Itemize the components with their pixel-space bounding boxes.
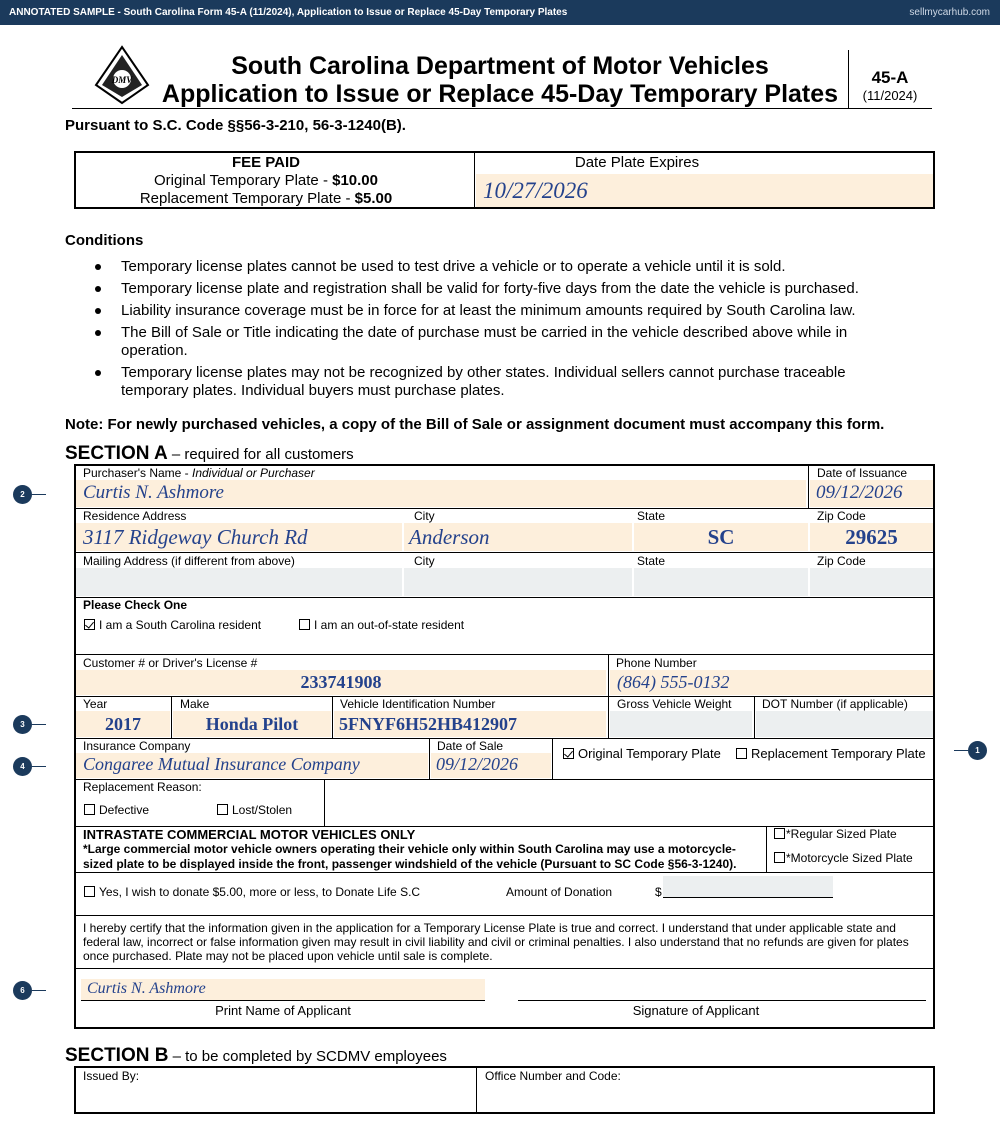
annotation-line	[32, 766, 46, 767]
row-divider	[429, 739, 430, 779]
intrastate-text: *Large commercial motor vehicle owners operating their vehicle only within South Carolina may use a motorcycle-sized plate to be displayed inside the front, passenger windshield of the vehicle (Pursuant to SC Code §56-3-1240).	[83, 842, 737, 871]
row-divider	[808, 465, 809, 508]
condition-item: The Bill of Sale or Title indicating the date of purchase must be carried in the vehicle described above while in operation.	[65, 324, 905, 360]
row-divider	[754, 697, 755, 738]
insurance-label: Insurance Company	[83, 739, 191, 753]
annotation-marker: 3	[13, 715, 32, 734]
sale-date-label: Date of Sale	[437, 739, 504, 753]
donation-label: Amount of Donation	[506, 885, 613, 899]
vin-field[interactable]: 5FNYF6H52HB412907	[334, 711, 606, 737]
customer-label: Customer # or Driver's License #	[83, 656, 258, 670]
row-line	[75, 872, 934, 873]
mail-zip-label: Zip Code	[817, 554, 866, 568]
issued-by-label: Issued By:	[83, 1069, 140, 1083]
row-line	[75, 738, 934, 739]
office-code-field[interactable]	[478, 1083, 933, 1112]
intrastate-title: INTRASTATE COMMERCIAL MOTOR VEHICLES ONLY	[83, 827, 416, 842]
make-label: Make	[180, 697, 210, 711]
header-divider	[848, 50, 849, 108]
purchaser-label: Purchaser's Name - Individual or Purchaser	[83, 466, 315, 480]
gvw-label: Gross Vehicle Weight	[617, 697, 732, 711]
sale-date-field[interactable]: 09/12/2026	[431, 753, 551, 778]
regular-plate-option[interactable]: *Regular Sized Plate	[774, 827, 897, 841]
mail-city-label: City	[414, 554, 435, 568]
row-line	[75, 915, 934, 916]
row-divider	[608, 697, 609, 738]
year-label: Year	[83, 697, 108, 711]
phone-field[interactable]: (864) 555-0132	[610, 670, 933, 695]
row-line	[75, 552, 934, 553]
issuance-label: Date of Issuance	[817, 466, 908, 480]
zip-label: Zip Code	[817, 509, 866, 523]
out-of-state-checkbox[interactable]	[299, 619, 310, 630]
issued-by-field[interactable]	[76, 1083, 475, 1112]
conditions-title: Conditions	[65, 232, 144, 249]
check-one-label: Please Check One	[83, 598, 188, 612]
mailing-label: Mailing Address (if different from above)	[83, 554, 295, 568]
regular-plate-checkbox[interactable]	[774, 828, 785, 839]
customer-number-field[interactable]: 233741908	[76, 670, 606, 695]
row-divider	[552, 739, 553, 779]
row-line	[75, 508, 934, 509]
phone-label: Phone Number	[616, 656, 697, 670]
defective-checkbox[interactable]	[84, 804, 95, 815]
row-line	[75, 654, 934, 655]
fee-replacement: Replacement Temporary Plate - $5.00	[139, 190, 393, 207]
header-title-1: South Carolina Department of Motor Vehicles	[231, 52, 769, 80]
annotation-line	[954, 750, 968, 751]
condition-item: Temporary license plates may not be recognized by other states. Individual sellers cannot purchase traceable temporary plates. Individual buyers must purchase plates.	[65, 364, 905, 400]
row-line	[75, 779, 934, 780]
condition-item: Temporary license plate and registration shall be valid for forty-five days from the date the vehicle is purchased.	[65, 280, 905, 298]
residence-field[interactable]: 3117 Ridgeway Church Rd	[76, 523, 402, 551]
print-name-field[interactable]: Curtis N. Ashmore	[81, 979, 485, 1001]
purchaser-name-field[interactable]: Curtis N. Ashmore	[76, 480, 806, 507]
row-line	[75, 597, 934, 598]
mailing-state-field[interactable]	[634, 568, 808, 596]
section-b-heading: SECTION B – to be completed by SCDMV employees	[65, 1045, 447, 1066]
condition-item: Temporary license plates cannot be used to test drive a vehicle or to operate a vehicle until it is sold.	[65, 258, 905, 276]
expires-label: Date Plate Expires	[574, 154, 700, 171]
fee-divider	[474, 152, 475, 208]
dmv-logo	[92, 45, 152, 105]
row-divider	[608, 655, 609, 696]
replacement-plate-checkbox[interactable]	[736, 748, 747, 759]
mailing-zip-field[interactable]	[810, 568, 933, 596]
row-line	[75, 968, 934, 969]
annotation-line	[32, 724, 46, 725]
row-divider	[766, 827, 767, 872]
signature-label: Signature of Applicant	[632, 1003, 760, 1018]
insurance-field[interactable]: Congaree Mutual Insurance Company	[76, 753, 428, 778]
form-date: (11/2024)	[862, 88, 918, 103]
form-number: 45-A	[871, 68, 909, 87]
city-label: City	[414, 509, 435, 523]
original-plate-option[interactable]: Original Temporary Plate	[563, 746, 721, 761]
svg-text:DMV: DMV	[111, 75, 133, 85]
dot-field[interactable]	[756, 711, 933, 737]
zip-field[interactable]: 29625	[810, 523, 933, 551]
office-code-label: Office Number and Code:	[485, 1069, 621, 1083]
banner-title: ANNOTATED SAMPLE - South Carolina Form 45-A (11/2024), Application to Issue or Replace 45-Day Temporary Plates	[9, 7, 568, 18]
mailing-city-field[interactable]	[404, 568, 632, 596]
annotation-marker: 1	[968, 741, 987, 760]
lost-stolen-option[interactable]: Lost/Stolen	[217, 803, 292, 817]
header-title-2: Application to Issue or Replace 45-Day Temporary Plates	[161, 80, 839, 108]
dot-label: DOT Number (if applicable)	[762, 697, 908, 711]
signature-line[interactable]	[518, 980, 926, 1001]
row-divider	[324, 780, 325, 826]
replacement-reason-label: Replacement Reason:	[83, 780, 202, 794]
gvw-field[interactable]	[610, 711, 752, 737]
sc-resident-checkbox[interactable]	[84, 619, 95, 630]
out-of-state-option[interactable]: I am an out-of-state resident	[299, 618, 464, 632]
state-field[interactable]: SC	[634, 523, 808, 551]
expires-field[interactable]: 10/27/2026	[476, 174, 933, 207]
row-divider	[332, 697, 333, 738]
annotation-marker: 2	[13, 485, 32, 504]
banner-site-link[interactable]: sellmycarhub.com	[909, 7, 990, 18]
row-divider	[171, 697, 172, 738]
donate-option[interactable]: Yes, I wish to donate $5.00, more or less, to Donate Life S.C	[84, 885, 420, 899]
section-b-divider	[476, 1067, 477, 1113]
sc-resident-option[interactable]: I am a South Carolina resident	[84, 618, 261, 632]
state-label: State	[637, 509, 666, 523]
annotation-line	[32, 990, 46, 991]
fee-title: FEE PAID	[231, 154, 301, 171]
header-rule	[72, 108, 932, 109]
motorcycle-plate-checkbox[interactable]	[774, 852, 785, 863]
annotation-line	[32, 494, 46, 495]
donation-amount-field[interactable]	[663, 876, 833, 898]
vin-label: Vehicle Identification Number	[340, 697, 496, 711]
section-a-heading: SECTION A – required for all customers	[65, 443, 354, 464]
mail-state-label: State	[637, 554, 666, 568]
note-text: Note: For newly purchased vehicles, a copy of the Bill of Sale or assignment document must accompany this form.	[65, 416, 885, 433]
defective-option[interactable]: Defective	[84, 803, 149, 817]
original-plate-checkbox[interactable]	[563, 748, 574, 759]
conditions-list	[65, 258, 905, 404]
print-name-label: Print Name of Applicant	[215, 1003, 351, 1018]
condition-item: Liability insurance coverage must be in force for at least the minimum amounts required by South Carolina law.	[65, 302, 905, 320]
motorcycle-plate-option[interactable]: *Motorcycle Sized Plate	[774, 851, 913, 865]
issuance-date-field[interactable]: 09/12/2026	[810, 480, 933, 507]
make-field[interactable]: Honda Pilot	[173, 711, 331, 737]
annotation-marker: 6	[13, 981, 32, 1000]
fee-original: Original Temporary Plate - $10.00	[153, 172, 378, 189]
residence-label: Residence Address	[83, 509, 187, 523]
city-field[interactable]: Anderson	[404, 523, 632, 551]
top-banner	[0, 0, 1000, 25]
dollar-sign: $	[655, 885, 662, 899]
year-field[interactable]: 2017	[76, 711, 170, 737]
lost-stolen-checkbox[interactable]	[217, 804, 228, 815]
certification-text: I hereby certify that the information given in the application for a Temporary License Plate is true and correct. I understand that under applicable state and federal law, incorrect or false information given may result in civil liability and civil or criminal penalties. I also understand that no refunds are given for plates once purchased. Plate may not be placed upon vehicle until sale is complete.	[83, 921, 909, 963]
annotation-marker: 4	[13, 757, 32, 776]
pursuant-text: Pursuant to S.C. Code §§56-3-210, 56-3-1240(B).	[65, 117, 406, 134]
donate-checkbox[interactable]	[84, 886, 95, 897]
replacement-plate-option[interactable]: Replacement Temporary Plate	[736, 746, 926, 761]
mailing-address-field[interactable]	[76, 568, 402, 596]
